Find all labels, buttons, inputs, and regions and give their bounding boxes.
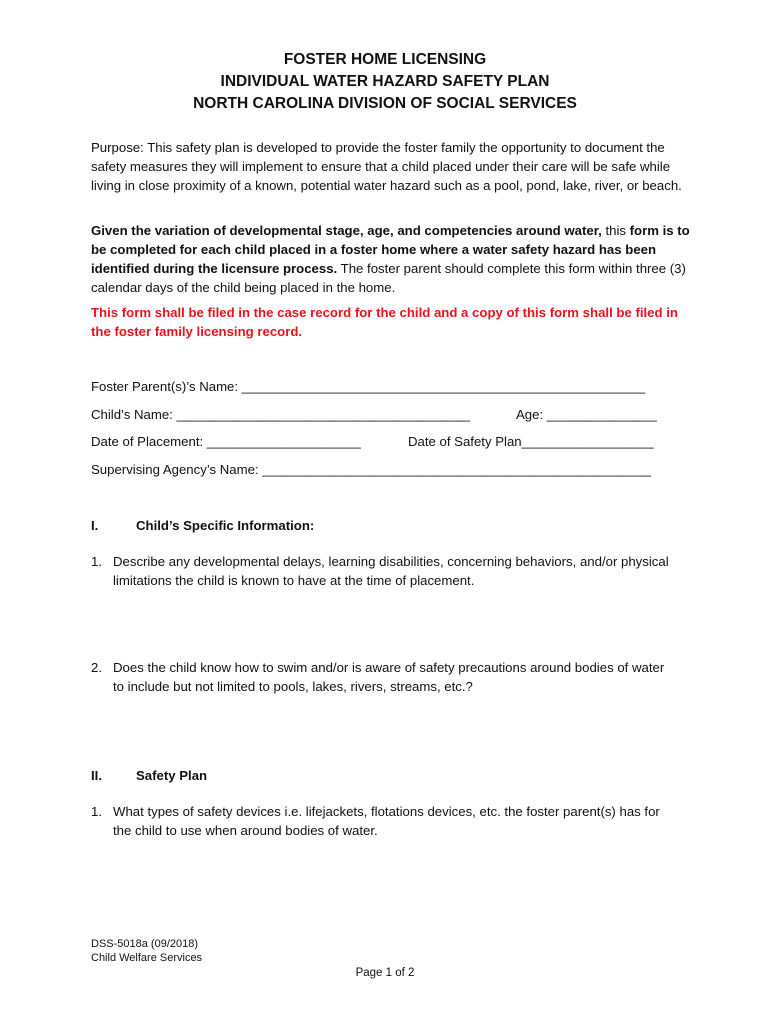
instructions-normal-1: this — [601, 223, 630, 238]
instructions-normal-2: The foster parent should complete this form within three (3) calendar days of the child being placed in the home. — [91, 261, 686, 295]
filing-notice: This form shall be filed in the case record for the child and a copy of this form shall be filed in the foster family licensing record. — [91, 305, 678, 339]
supervising-agency-name-field[interactable]: Supervising Agency’s Name: _____________________________________________________ — [91, 462, 651, 477]
item-number: 1. — [91, 554, 102, 569]
header-title-line2: INDIVIDUAL WATER HAZARD SAFETY PLAN — [220, 73, 550, 90]
item-text: Describe any developmental delays, learning disabilities, concerning behaviors, and/or physical limitations the child is known to have at the time of placement. — [113, 554, 669, 588]
header-title-line1: FOSTER HOME LICENSING — [283, 51, 487, 68]
section2-title: Safety Plan — [136, 768, 208, 783]
section2-numeral: II. — [91, 768, 102, 783]
page-number: Page 1 of 2 — [355, 967, 415, 979]
instructions-bold-1: Given the variation of developmental stage, age, and competencies around water, — [91, 223, 602, 238]
header-title-line3: NORTH CAROLINA DIVISION OF SOCIAL SERVICES — [193, 95, 577, 112]
instructions-paragraph — [91, 221, 691, 297]
purpose-paragraph: Purpose: This safety plan is developed to provide the foster family the opportunity to document the safety measures they will implement to ensure that a child placed under their care will be safe while living in close proximity of a known, potential water hazard such as a pool, pond, lake, river, or beach. — [91, 140, 682, 193]
item-number: 2. — [91, 660, 102, 675]
item-number: 1. — [91, 804, 102, 819]
foster-parents-name-field[interactable]: Foster Parent(s)’s Name: _______________________________________________________ — [91, 379, 646, 394]
date-of-safety-plan-field[interactable]: Date of Safety Plan__________________ — [408, 434, 654, 449]
section1-numeral: I. — [91, 518, 99, 533]
item-text: What types of safety devices i.e. lifejackets, flotations devices, etc. the foster parent(s) has for the child to use when around bodies of water. — [113, 804, 660, 838]
footer-department: Child Welfare Services — [91, 952, 203, 964]
date-of-placement-field[interactable]: Date of Placement: _____________________ — [91, 434, 361, 449]
section1-title: Child’s Specific Information: — [136, 518, 315, 533]
item-text: Does the child know how to swim and/or is aware of safety precautions around bodies of water to include but not limited to pools, lakes, rivers, streams, etc.? — [113, 660, 665, 694]
age-field[interactable]: Age: _______________ — [516, 407, 657, 422]
child-name-field[interactable]: Child’s Name: ________________________________________ — [91, 407, 470, 422]
footer-form-id: DSS-5018a (09/2018) — [91, 938, 199, 950]
instructions-bold-2: form is to be completed for each child placed in a foster home where a water safety hazard has been identified during the licensure process. — [91, 223, 690, 276]
